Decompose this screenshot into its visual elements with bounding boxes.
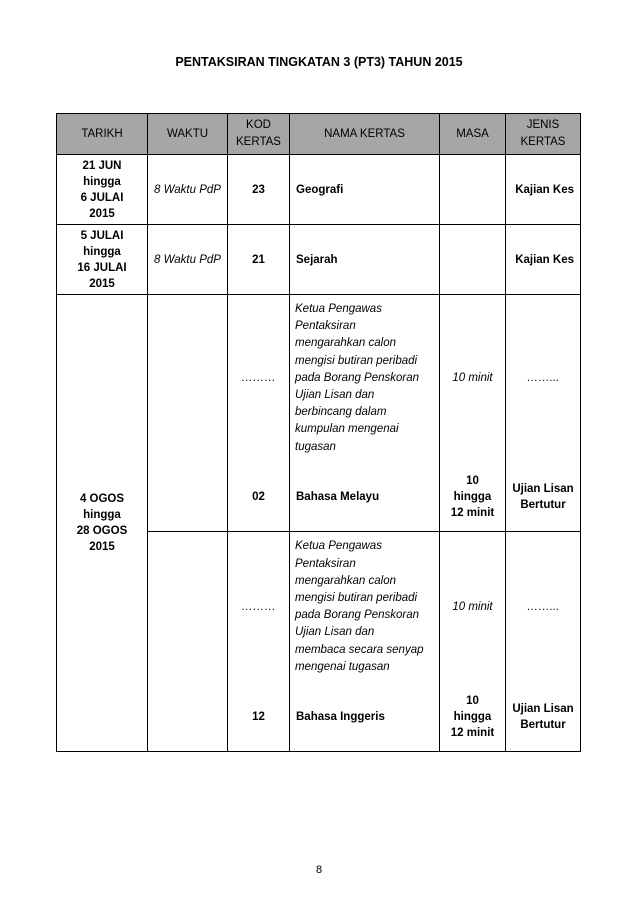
jenis-cell: Kajian Kes: [506, 225, 581, 295]
nama-cell: Bahasa Inggeris: [290, 682, 440, 752]
table-row: [57, 155, 581, 225]
waktu-cell: [148, 295, 228, 532]
kod-cell: 12: [228, 682, 290, 752]
masa-cell: [440, 225, 506, 295]
header-tarikh: TARIKH: [57, 114, 148, 155]
kod-cell: ………: [228, 532, 290, 682]
nama-cell: Geografi: [290, 155, 440, 225]
exam-schedule-table: [56, 113, 581, 752]
header-kod-kertas: KOD KERTAS: [228, 114, 290, 155]
instruction-cell: Ketua Pengawas Pentaksiran mengarahkan calon mengisi butiran peribadi pada Borang Penskoran Ujian Lisan dan berbincang dalam kumpulan mengenai tugasan: [290, 295, 440, 462]
tarikh-cell: 5 JULAI hingga 16 JULAI 2015: [57, 225, 148, 295]
header-jenis-kertas: JENIS KERTAS: [506, 114, 581, 155]
kod-cell: 21: [228, 225, 290, 295]
masa-cell: 10 minit: [440, 532, 506, 682]
table-row: [57, 295, 581, 462]
masa-cell: 10 minit: [440, 295, 506, 462]
jenis-cell: Ujian Lisan Bertutur: [506, 682, 581, 752]
kod-cell: 02: [228, 462, 290, 532]
header-row: [57, 114, 581, 155]
kod-cell: ………: [228, 295, 290, 462]
jenis-cell: ……...: [506, 295, 581, 462]
header-waktu: WAKTU: [148, 114, 228, 155]
masa-cell: [440, 155, 506, 225]
header-nama-kertas: NAMA KERTAS: [290, 114, 440, 155]
page-number: 8: [315, 864, 323, 876]
header-masa: MASA: [440, 114, 506, 155]
waktu-cell: 8 Waktu PdP: [148, 155, 228, 225]
tarikh-cell: 4 OGOS hingga 28 OGOS 2015: [57, 295, 148, 752]
masa-cell: 10 hingga 12 minit: [440, 682, 506, 752]
kod-cell: 23: [228, 155, 290, 225]
tarikh-cell: 21 JUN hingga 6 JULAI 2015: [57, 155, 148, 225]
masa-cell: 10 hingga 12 minit: [440, 462, 506, 532]
jenis-cell: Ujian Lisan Bertutur: [506, 462, 581, 532]
instruction-cell: Ketua Pengawas Pentaksiran mengarahkan calon mengisi butiran peribadi pada Borang Penskoran Ujian Lisan dan membaca secara senyap mengenai tugasan: [290, 532, 440, 682]
nama-cell: Sejarah: [290, 225, 440, 295]
nama-cell: Bahasa Melayu: [290, 462, 440, 532]
jenis-cell: ……...: [506, 532, 581, 682]
jenis-cell: Kajian Kes: [506, 155, 581, 225]
page-title: PENTAKSIRAN TINGKATAN 3 (PT3) TAHUN 2015: [175, 55, 463, 69]
waktu-cell: [148, 532, 228, 752]
waktu-cell: 8 Waktu PdP: [148, 225, 228, 295]
table-row: [57, 225, 581, 295]
